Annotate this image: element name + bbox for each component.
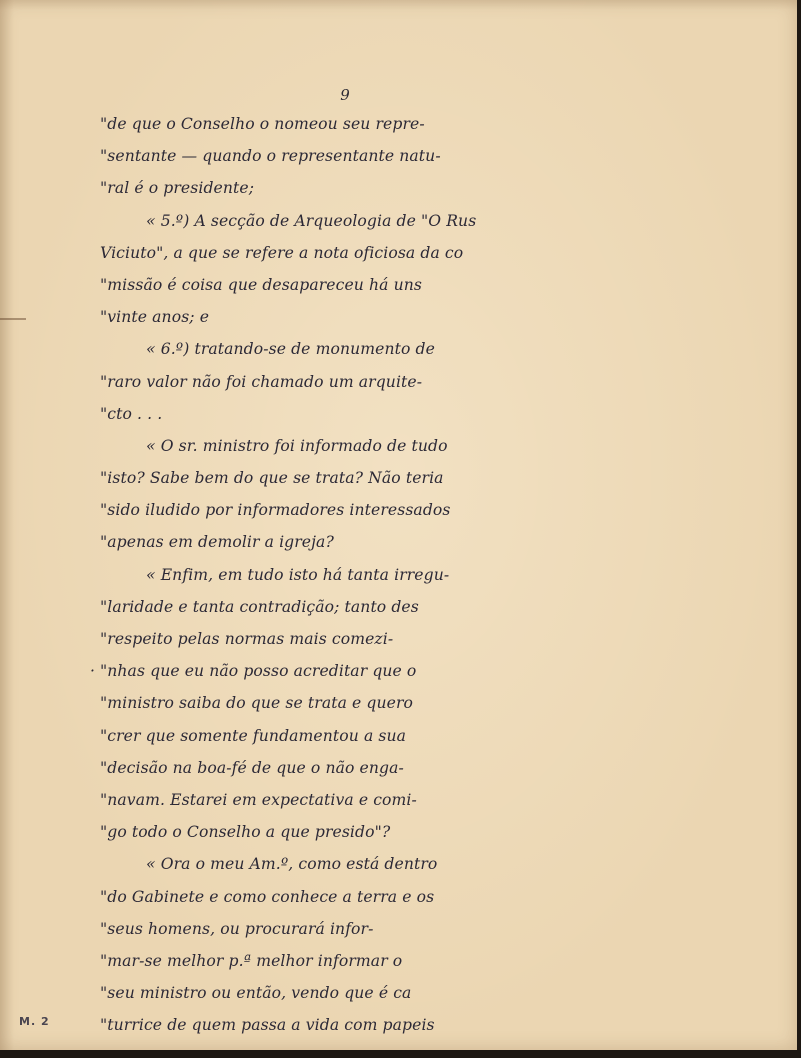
manuscript-line-text: "ministro saiba do que se trata e quero	[100, 694, 414, 713]
manuscript-line	[100, 269, 600, 301]
manuscript-line-text: "sido iludido por informadores interessados	[100, 501, 451, 520]
manuscript-line	[100, 526, 600, 558]
manuscript-line	[100, 301, 600, 333]
manuscript-line	[100, 881, 600, 913]
manuscript-line-text: "apenas em demolir a igreja?	[100, 533, 334, 552]
manuscript-line-text: "laridade e tanta contradição; tanto des	[100, 597, 419, 616]
manuscript-line-text: « 6.º) tratando-se de monumento de	[146, 340, 435, 359]
manuscript-line-text: "go todo o Conselho a que presido"?	[100, 823, 391, 842]
manuscript-line	[100, 591, 600, 623]
manuscript-line	[100, 108, 600, 140]
manuscript-line-text: "mar-se melhor p.ª melhor informar o	[100, 951, 403, 970]
manuscript-line	[100, 140, 600, 172]
manuscript-line	[100, 945, 600, 977]
manuscript-line	[100, 172, 600, 204]
manuscript-line-text: "cto . . .	[100, 404, 163, 423]
margin-mark: ·	[90, 662, 96, 681]
manuscript-line-text: "do Gabinete e como conhece a terra e os	[100, 887, 435, 906]
manuscript-line	[100, 816, 600, 848]
page-number: 9	[340, 86, 350, 104]
footer-mark: M. 2	[19, 1015, 50, 1028]
manuscript-body	[90, 108, 600, 1041]
manuscript-line	[100, 752, 600, 784]
manuscript-line-text: « Enfim, em tudo isto há tanta irregu-	[146, 565, 450, 584]
manuscript-line	[100, 333, 600, 365]
manuscript-line-text: « O sr. ministro foi informado de tudo	[146, 436, 448, 455]
manuscript-line	[100, 784, 600, 816]
manuscript-line-text: "respeito pelas normas mais comezi-	[100, 630, 394, 648]
manuscript-line	[90, 655, 600, 687]
manuscript-line	[100, 559, 600, 591]
manuscript-line	[100, 366, 600, 398]
manuscript-line	[100, 720, 600, 752]
manuscript-line-text: "seu ministro ou então, vendo que é ca	[100, 984, 412, 1003]
paper-tear	[0, 318, 26, 320]
manuscript-line-text: "isto? Sabe bem do que se trata? Não teria	[100, 469, 444, 488]
manuscript-line	[100, 398, 600, 430]
manuscript-line-text: "vinte anos; e	[100, 308, 210, 327]
manuscript-line-text: "sentante — quando o representante natu-	[100, 147, 441, 166]
manuscript-line	[100, 977, 600, 1009]
manuscript-line	[100, 494, 600, 526]
manuscript-line-text: "nhas que eu não posso acreditar que o	[100, 662, 417, 681]
page-edge-bottom	[0, 1050, 801, 1058]
manuscript-line-text: "navam. Estarei em expectativa e comi-	[100, 790, 417, 809]
manuscript-line-text: Viciuto", a que se refere a nota oficiosa da co	[100, 243, 464, 262]
manuscript-line	[100, 237, 600, 269]
manuscript-line-text: "ral é o presidente;	[100, 179, 255, 198]
manuscript-line-text: "de que o Conselho o nomeou seu repre-	[100, 115, 425, 133]
manuscript-line	[100, 848, 600, 880]
manuscript-line-text: "decisão na boa-fé de que o não enga-	[100, 758, 404, 777]
manuscript-line-text: « 5.º) A secção de Arqueologia de "O Rus	[146, 211, 477, 230]
manuscript-line-text: "turrice de quem passa a vida com papeis	[100, 1016, 435, 1035]
manuscript-line-text: "seus homens, ou procurará infor-	[100, 919, 374, 938]
manuscript-line	[100, 462, 600, 494]
manuscript-line-text: "raro valor não foi chamado um arquite-	[100, 372, 423, 391]
manuscript-line	[100, 913, 600, 945]
page-edge-right	[797, 0, 801, 1058]
manuscript-line	[100, 623, 600, 655]
manuscript-line	[100, 1009, 600, 1041]
manuscript-line	[100, 205, 600, 237]
manuscript-line-text: "crer que somente fundamentou a sua	[100, 726, 407, 745]
manuscript-line	[100, 687, 600, 719]
manuscript-line-text: "missão é coisa que desapareceu há uns	[100, 275, 422, 294]
manuscript-line-text: « Ora o meu Am.º, como está dentro	[146, 855, 438, 874]
manuscript-line	[100, 430, 600, 462]
